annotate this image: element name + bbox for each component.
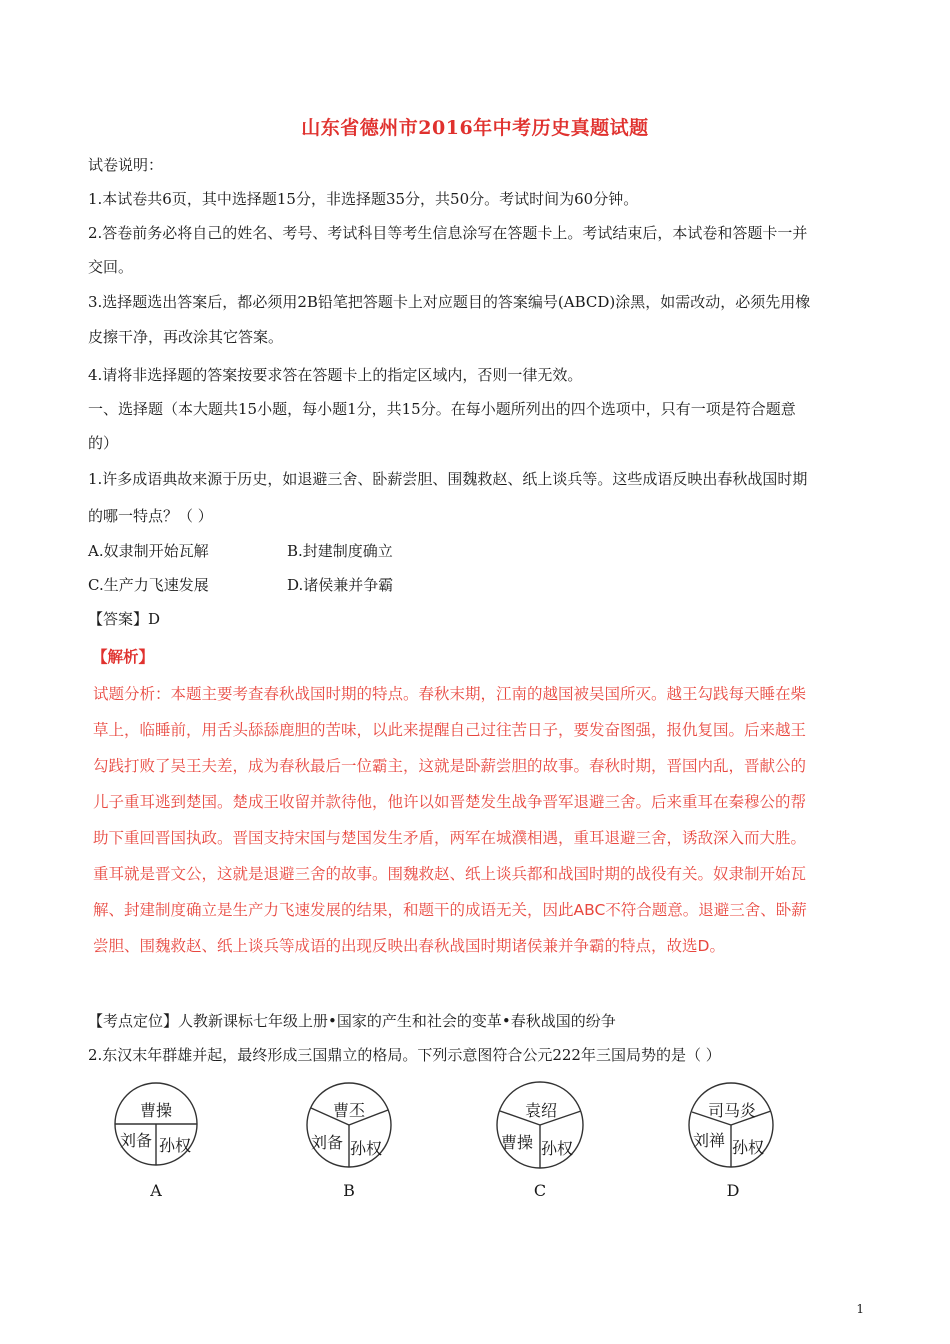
- q2-stem: 2.东汉末年群雄并起，最终形成三国鼎立的格局。下列示意图符合公元222年三国局势的是（ ）: [88, 1046, 721, 1064]
- q1-option-b: B.封建制度确立: [287, 542, 393, 560]
- pie-a-top-label: 曹操: [139, 1101, 172, 1120]
- instruction-4: 4.请将非选择题的答案按要求答在答题卡上的指定区域内，否则一律无效。: [88, 366, 583, 384]
- q1-analysis-line: 重耳就是晋文公，这就是退避三舍的故事。围魏救赵、纸上谈兵都和战国时期的战役有关。奴隶制开始瓦: [93, 865, 807, 883]
- instruction-2b: 交回。: [88, 258, 134, 276]
- q1-kaodian: 【考点定位】人教新课标七年级上册•国家的产生和社会的变革•春秋战国的纷争: [88, 1012, 616, 1030]
- pie-b-letter: B: [343, 1181, 355, 1200]
- pie-b-top-label: 曹丕: [332, 1101, 365, 1120]
- pie-d-top-label: 司马炎: [707, 1101, 756, 1120]
- pie-a-letter: A: [150, 1181, 162, 1200]
- q1-stem-b: 的哪一特点？（ ）: [88, 507, 213, 525]
- q1-analysis-heading: 【解析】: [92, 648, 155, 666]
- q1-analysis-line: 尝胆、围魏救赵、纸上谈兵等成语的出现反映出春秋战国时期诸侯兼并争霸的特点，故选D。: [93, 937, 725, 955]
- q1-analysis-line: 勾践打败了吴王夫差，成为春秋最后一位霸主，这就是卧薪尝胆的故事。春秋时期，晋国内乱，晋献公的: [93, 757, 807, 775]
- q1-analysis-line: 草上，临睡前，用舌头舔舔鹿胆的苦味，以此来提醒自己过往苦日子，要发奋图强，报仇复国。后来越王: [93, 721, 807, 739]
- pie-d-letter: D: [726, 1181, 740, 1200]
- q1-analysis-line: 助下重回晋国执政。晋国支持宋国与楚国发生矛盾，两军在城濮相遇，重耳退避三舍，诱敌深入而大胜。: [93, 829, 807, 847]
- section-heading-a: 一、选择题（本大题共15小题，每小题1分，共15分。在每小题所列出的四个选项中，只有一项是符合题意: [88, 400, 796, 418]
- instruction-1: 1.本试卷共6页，其中选择题15分，非选择题35分，共50分。考试时间为60分钟。: [88, 190, 639, 208]
- instruction-2a: 2.答卷前务必将自己的姓名、考号、考试科目等考生信息涂写在答题卡上。考试结束后，本试卷和答题卡一并: [88, 224, 808, 242]
- q1-stem-a: 1.许多成语典故来源于历史，如退避三舍、卧薪尝胆、围魏救赵、纸上谈兵等。这些成语反映出春秋战国时期: [88, 470, 808, 488]
- pie-b-right-label: 孙权: [349, 1139, 382, 1158]
- pie-a-right-label: 孙权: [158, 1136, 191, 1155]
- page-number: 1: [856, 1302, 864, 1316]
- q1-option-c: C.生产力飞速发展: [88, 576, 209, 594]
- pie-d-right-label: 孙权: [731, 1138, 764, 1157]
- page-title: 山东省德州市2016年中考历史真题试题: [301, 117, 649, 139]
- q1-option-d: D.诸侯兼并争霸: [287, 576, 394, 594]
- q1-analysis-line: 试题分析：本题主要考查春秋战国时期的特点。春秋末期，江南的越国被吴国所灭。越王勾践每天睡在柴: [93, 685, 807, 703]
- pie-c-right-label: 孙权: [540, 1139, 573, 1158]
- pie-d-left-label: 刘禅: [692, 1131, 725, 1150]
- section-heading-b: 的）: [88, 434, 119, 452]
- pie-c-letter: C: [533, 1181, 547, 1200]
- instruction-3a: 3.选择题选出答案后，都必须用2B铅笔把答题卡上对应题目的答案编号(ABCD)涂黑，如需改动，必须先用橡: [88, 293, 811, 311]
- q1-option-a: A.奴隶制开始瓦解: [88, 542, 209, 560]
- q1-analysis-line: 儿子重耳逃到楚国。楚成王收留并款待他，他许以如晋楚发生战争晋军退避三舍。后来重耳在秦穆公的帮: [93, 793, 807, 811]
- pie-c-left-label: 曹操: [500, 1133, 533, 1152]
- pie-b-left-label: 刘备: [310, 1133, 343, 1152]
- pie-c-top-label: 袁绍: [524, 1101, 557, 1120]
- q1-analysis-line: 解、封建制度确立是生产力飞速发展的结果，和题干的成语无关，因此ABC不符合题意。退避三舍、卧薪: [93, 901, 807, 919]
- pie-a-left-label: 刘备: [119, 1131, 152, 1150]
- instructions-heading: 试卷说明：: [88, 156, 164, 174]
- instruction-3b: 皮擦干净，再改涂其它答案。: [88, 328, 284, 346]
- q1-answer: 【答案】D: [88, 610, 161, 628]
